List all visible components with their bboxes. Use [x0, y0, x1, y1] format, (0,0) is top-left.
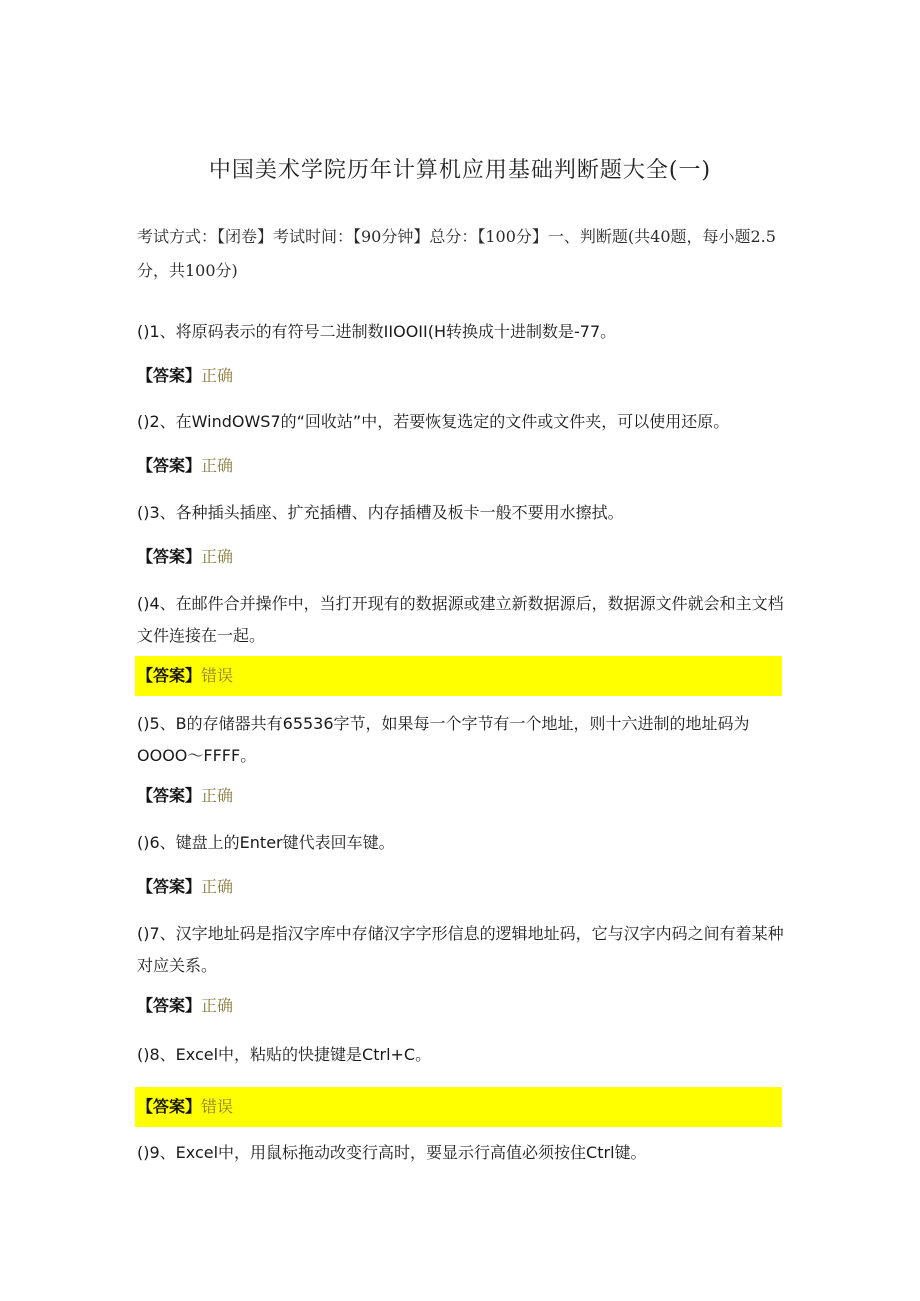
answer-value: 正确	[201, 877, 234, 896]
answer-1	[135, 356, 782, 396]
question-6: ()6、键盘上的Enter键代表回车键。	[137, 833, 395, 852]
document-title: 中国美术学院历年计算机应用基础判断题大全(一)	[208, 158, 712, 183]
question-2: ()2、在WindOWS7的“回收站”中，若要恢复选定的文件或文件夹，可以使用还原。	[137, 412, 730, 431]
answer-8	[135, 1087, 782, 1127]
answer-7	[135, 986, 782, 1026]
answer-4	[135, 656, 782, 696]
answer-value: 错误	[201, 1097, 234, 1116]
answer-label: 【答案】	[137, 877, 202, 896]
question-1: ()1、将原码表示的有符号二进制数IIOOII(H转换成十进制数是-77。	[137, 322, 617, 341]
answer-2	[135, 446, 782, 486]
question-3: ()3、各种插头插座、扩充插槽、内存插槽及板卡一般不要用水擦拭。	[137, 503, 624, 522]
question-5: ()5、B的存储器共有65536字节，如果每一个字节有一个地址，则十六进制的地址码为OOOO〜FFFF。	[137, 714, 750, 765]
question-8: ()8、Excel中，粘贴的快捷键是Ctrl+C。	[137, 1045, 432, 1064]
answer-label: 【答案】	[137, 456, 202, 475]
answer-value: 正确	[201, 547, 234, 566]
answer-value: 正确	[201, 366, 234, 385]
answer-label: 【答案】	[137, 366, 202, 385]
answer-label: 【答案】	[137, 786, 202, 805]
answer-label: 【答案】	[137, 666, 202, 685]
question-4: ()4、在邮件合并操作中，当打开现有的数据源或建立新数据源后，数据源文件就会和主文档文件连接在一起。	[137, 594, 784, 645]
answer-value: 正确	[201, 786, 234, 805]
answer-label: 【答案】	[137, 1097, 202, 1116]
answer-label: 【答案】	[137, 996, 202, 1015]
exam-info: 考试方式：【闭卷】考试时间：【90分钟】总分：【100分】一、判断题(共40题，每小题2.5分，共100分)	[137, 227, 776, 280]
answer-5	[135, 776, 782, 816]
answer-label: 【答案】	[137, 547, 202, 566]
answer-value: 正确	[201, 456, 234, 475]
question-7: ()7、汉字地址码是指汉字库中存储汉字字形信息的逻辑地址码，它与汉字内码之间有着某种对应关系。	[137, 924, 784, 975]
answer-3	[135, 537, 782, 577]
answer-value: 正确	[201, 996, 234, 1015]
answer-6	[135, 867, 782, 907]
question-9: ()9、Excel中，用鼠标拖动改变行高时，要显示行高值必须按住Ctrl键。	[137, 1143, 647, 1162]
answer-value: 错误	[201, 666, 234, 685]
